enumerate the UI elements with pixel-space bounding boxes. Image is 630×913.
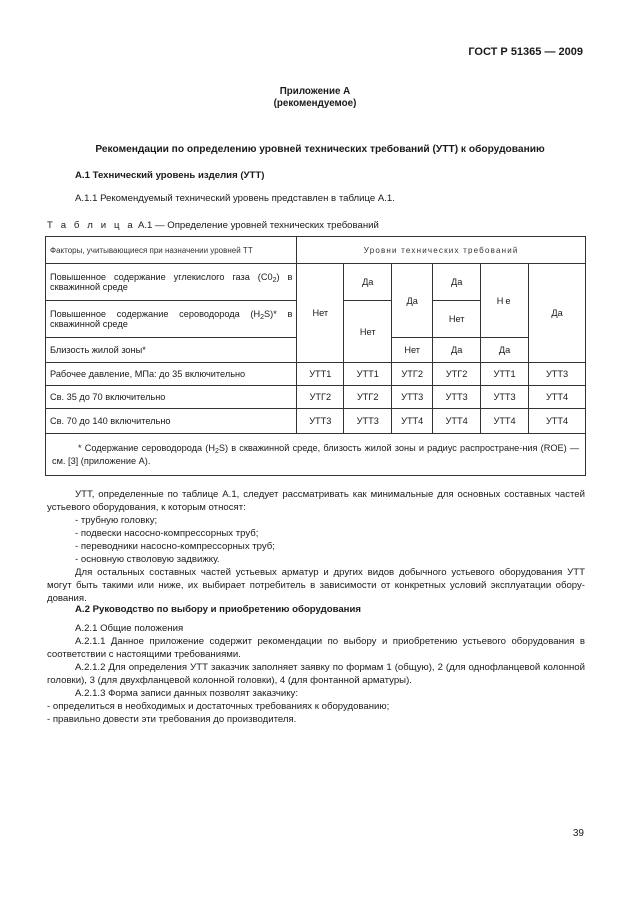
table-footnote: * Содержание сероводорода $(Н_2S)$ в скважинной среде, близость жилой зоны и радиус распростране-ния (ROE) — см. [3] (приложение А). [46, 434, 586, 476]
requirements-table [45, 236, 586, 476]
factor-h2s: Повышенное содержание сероводорода $(Н_2S)*$ в скважинной среде [46, 301, 297, 338]
a2-p2: А.2.1.2 Для определения УТТ заказчик заполняет заявку по формам 1 (общую), 2 (для однофланцевой колонной головки), 3 (для двухфланцевой колонной головки), 4 (для фонтанной арматуры). [47, 662, 585, 686]
a2-p3: А.2.1.3 Форма записи данных позволят заказчику: [75, 688, 298, 699]
table-row: Св. 35 до 70 включительно УТГ2 УТГ2 УТТ3 УТТ3 УТТ3 УТТ4 [46, 386, 586, 409]
a2-p1: А.2.1.1 Данное приложение содержит рекомендации по выбору и приобретению устьевого оборудования в соответствии с настоящими требованиями. [47, 636, 585, 660]
cell-co2-4: Да [433, 264, 481, 301]
a2-list [47, 700, 585, 726]
after-table-paragraph: УТТ, определенные по таблице А.1, следует рассматривать как минимальные для основных составных частей устьевого оборудования, к которым относят: [47, 489, 585, 513]
cell-co2-5: Не [481, 264, 529, 338]
table-row: Св. 70 до 140 включительно УТТ3 УТТ3 УТТ4 УТТ4 УТТ4 УТТ4 [46, 409, 586, 434]
table-caption-text: А.1 — Определение уровней технических требований [137, 220, 379, 231]
component-list [75, 514, 585, 566]
list-item: - переводники насосно-компрессорных труб; [75, 541, 275, 552]
cell-co2-1: Нет [297, 264, 344, 363]
a2-general: А.2.1 Общие положения [75, 623, 184, 634]
cell-zone-4: Да [433, 338, 481, 363]
list-item: - основную стволовую задвижку. [75, 554, 220, 565]
table-caption [47, 220, 379, 231]
page-number: 39 [572, 828, 584, 839]
cell-co2-6: Да [529, 264, 586, 363]
list-item: - правильно довести эти требования до производителя. [47, 714, 297, 725]
a1-heading: А.1 Технический уровень изделия (УТТ) [75, 170, 265, 181]
list-item: - определиться в необходимых и достаточных требованиях к оборудованию; [47, 701, 390, 712]
list-item: - трубную головку; [75, 515, 158, 526]
header-levels: Уровни технических требований [297, 237, 586, 264]
a2-heading: А.2 Руководство по выбору и приобретению оборудования [75, 604, 361, 615]
annex-title: Приложение А [279, 86, 351, 97]
factor-co2: Повышенное содержание углекислого газа $(С0_2)$ в скважинной среде [46, 264, 297, 301]
header-factors: Факторы, учитывающиеся при назначении уровней ТТ [46, 237, 297, 264]
table-caption-label: Т а б л и ц а [47, 220, 136, 231]
cell-zone-5: Да [481, 338, 529, 363]
cell-zone-3: Нет [392, 338, 433, 363]
table-row: Рабочее давление, МПа: до 35 включительно УТТ1 УТТ1 УТГ2 УТГ2 УТТ1 УТТ3 [46, 363, 586, 386]
cell-h2s-2: Нет [344, 301, 392, 363]
cell-h2s-4: Нет [433, 301, 481, 338]
other-components-paragraph: Для остальных составных частей устьевых арматур и других видов добычного устьевого оборудования УТТ могут быть такими или ниже, их выбирает потребитель в зависимости от конкретных условий эксплуатации обору-дования. [47, 567, 585, 604]
cell-co2-3: Да [392, 264, 433, 338]
a1-paragraph: А.1.1 Рекомендуемый технический уровень представлен в таблице А.1. [75, 193, 395, 204]
document-header: ГОСТ Р 51365 — 2009 [468, 46, 583, 58]
annex-subtitle: (рекомендуемое) [273, 98, 357, 109]
section-title: Рекомендации по определению уровней технических требований (УТТ) к оборудованию [95, 144, 545, 155]
list-item: - подвески насосно-компрессорных труб; [75, 528, 259, 539]
cell-co2-2: Да [344, 264, 392, 301]
factor-zone: Близость жилой зоны* [46, 338, 297, 363]
